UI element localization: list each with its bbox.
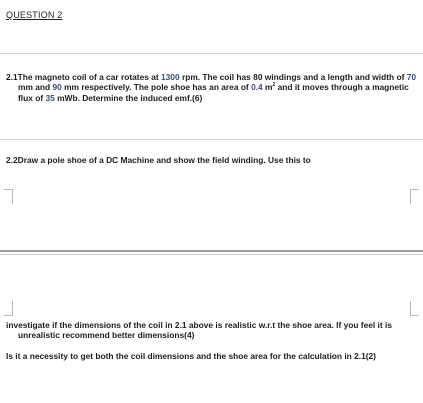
q1-text-5: and it moves through a magnetic flux of [18, 82, 409, 103]
crop-bracket-bottom-right [410, 301, 419, 316]
question-2-3-text: Is it a necessity to get both the coil dimensions and the shoe area for the calculation in 2.1(2) [6, 351, 376, 361]
crop-bracket-top-right [410, 189, 419, 204]
q1-speed-value: 1300 [160, 72, 180, 82]
crop-bracket-bottom-left [4, 301, 13, 316]
q1-area-exponent: 2 [272, 82, 276, 89]
q1-text-4: m [262, 82, 273, 93]
q1-text-2: mm and [18, 82, 53, 93]
q1-text-3: mm respectively. The pole shoe has an area of [61, 82, 252, 93]
q1-text-1: rpm. The coil has 80 windings and a length and width of [179, 72, 407, 82]
q1-lead: 2.1The magneto coil of a car rotates at [6, 72, 161, 82]
q1-width-value: 90 [52, 82, 62, 93]
page-break-line [0, 254, 423, 255]
q1-area-value: 0.4 [251, 82, 263, 93]
page-break-band [0, 250, 423, 252]
q1-text-6: mWb. Determine the induced emf.(6) [54, 92, 203, 103]
question-heading: QUESTION 2 [6, 10, 63, 20]
section-divider-middle [0, 139, 423, 140]
crop-bracket-top-left [4, 189, 13, 204]
q1-length-value: 70 [406, 72, 417, 82]
question-2-2-continuation: investigate if the dimensions of the coil in 2.1 above is realistic w.r.t the shoe area. If you feel it is unrealistic recommend better dimensions(4) [6, 320, 392, 341]
question-2-1-text [6, 72, 422, 103]
question-2-2-text: 2.2Draw a pole shoe of a DC Machine and show the field winding. Use this to [6, 155, 311, 165]
q1-flux-value: 35 [45, 92, 55, 103]
section-divider-top [0, 53, 423, 54]
